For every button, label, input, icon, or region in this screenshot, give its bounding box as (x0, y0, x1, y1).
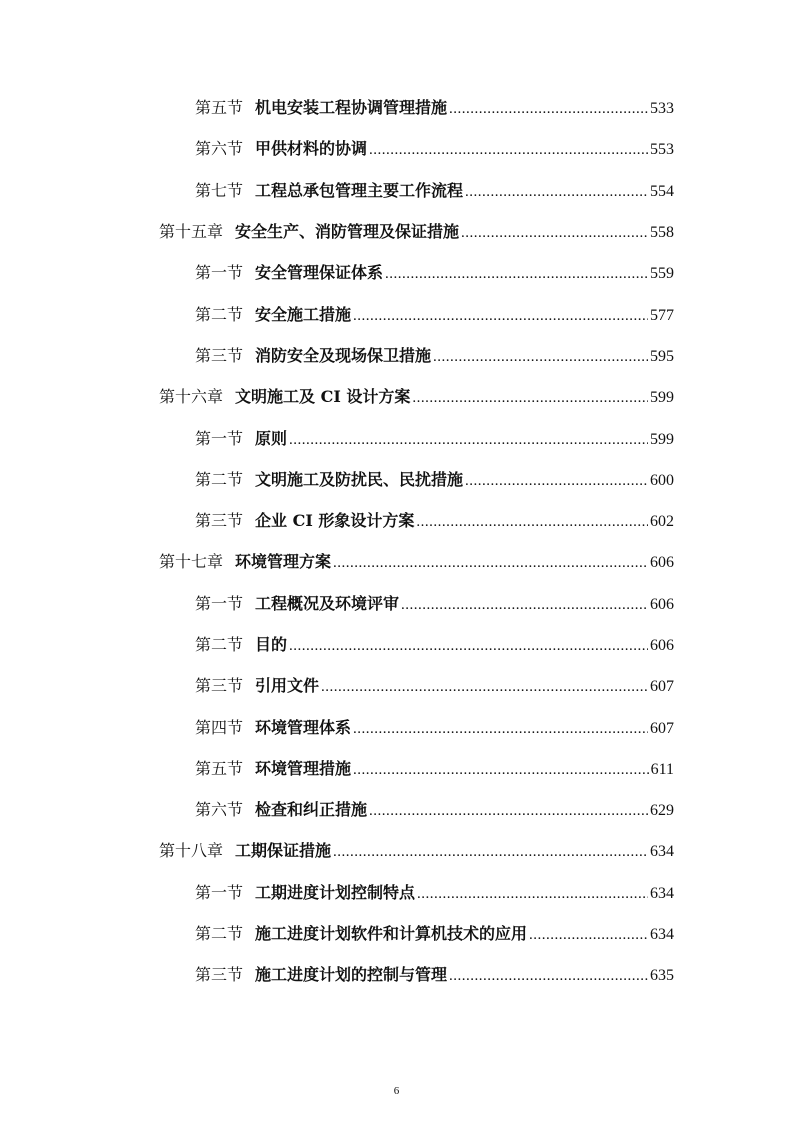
toc-dot-leader (449, 966, 648, 986)
toc-entry-line (195, 429, 793, 450)
toc-dot-leader (353, 719, 648, 739)
toc-section-entry[interactable] (0, 707, 793, 748)
toc-entry-page: 607 (650, 719, 674, 737)
toc-section-entry[interactable] (0, 129, 793, 170)
toc-entry-title: 工期保证措施 (235, 841, 332, 861)
toc-entry-page: 635 (650, 967, 674, 985)
toc-section-entry[interactable] (0, 253, 793, 294)
toc-entry-line (195, 883, 793, 904)
toc-entry-number: 第二节 (195, 469, 244, 489)
toc-entry-page: 554 (650, 182, 674, 200)
toc-entry-title: 施工进度计划的控制与管理 (255, 965, 448, 985)
toc-entry-line (195, 263, 793, 284)
toc-dot-leader (401, 595, 648, 615)
toc-entry-line (159, 552, 793, 573)
table-of-contents (0, 88, 793, 997)
toc-entry-number: 第一节 (195, 882, 244, 902)
toc-dot-leader (465, 471, 648, 491)
toc-entry-title: 安全施工措施 (255, 304, 352, 324)
toc-section-entry[interactable] (0, 460, 793, 501)
toc-dot-leader (385, 264, 648, 284)
toc-entry-number: 第一节 (195, 428, 244, 448)
toc-entry-title: 环境管理方案 (235, 552, 332, 572)
toc-entry-page: 606 (650, 595, 674, 613)
toc-dot-leader (449, 99, 648, 119)
toc-entry-title: 引用文件 (255, 676, 320, 696)
toc-entry-page: 595 (650, 347, 674, 365)
page-number: 6 (393, 1085, 400, 1097)
toc-entry-page: 611 (650, 760, 674, 778)
toc-section-entry[interactable] (0, 418, 793, 459)
toc-entry-line (195, 635, 793, 656)
toc-section-entry[interactable] (0, 625, 793, 666)
toc-entry-number: 第三节 (195, 511, 244, 531)
toc-entry-title: 文明施工及防扰民、民扰措施 (255, 469, 464, 489)
toc-entry-title: 甲供材料的协调 (255, 139, 368, 159)
toc-entry-title: 文明施工及 CI 设计方案 (235, 387, 411, 407)
toc-entry-page: 599 (650, 430, 674, 448)
toc-dot-leader (333, 553, 648, 573)
toc-entry-line (195, 470, 793, 491)
toc-dot-leader (369, 140, 648, 160)
toc-entry-number: 第一节 (195, 593, 244, 613)
toc-dot-leader (289, 636, 648, 656)
toc-entry-title: 目的 (255, 635, 288, 654)
toc-entry-number: 第二节 (195, 924, 244, 944)
toc-entry-page: 606 (650, 554, 674, 572)
toc-section-entry[interactable] (0, 749, 793, 790)
toc-section-entry[interactable] (0, 873, 793, 914)
toc-entry-page: 634 (650, 843, 674, 861)
toc-entry-title: 检查和纠正措施 (255, 800, 368, 820)
toc-entry-line (195, 346, 793, 367)
toc-entry-line (195, 800, 793, 821)
toc-entry-page: 634 (650, 926, 674, 944)
toc-entry-number: 第十六章 (159, 387, 224, 407)
toc-entry-title: 工期进度计划控制特点 (255, 882, 416, 902)
toc-chapter-entry[interactable] (0, 542, 793, 583)
toc-dot-leader (465, 182, 648, 202)
toc-chapter-entry[interactable] (0, 831, 793, 872)
toc-entry-line (159, 841, 793, 862)
toc-entry-number: 第二节 (195, 635, 244, 654)
toc-entry-page: 599 (650, 389, 674, 407)
toc-chapter-entry[interactable] (0, 377, 793, 418)
toc-entry-title: 施工进度计划软件和计算机技术的应用 (255, 924, 528, 944)
toc-entry-title: 安全管理保证体系 (255, 263, 384, 283)
toc-entry-line (195, 924, 793, 945)
toc-entry-page: 606 (650, 637, 674, 654)
toc-entry-number: 第五节 (195, 98, 244, 118)
toc-dot-leader (417, 884, 648, 904)
toc-entry-line (159, 387, 793, 408)
toc-entry-title: 企业 CI 形象设计方案 (255, 511, 415, 531)
toc-dot-leader (321, 677, 648, 697)
toc-entry-page: 533 (650, 100, 674, 118)
toc-entry-number: 第四节 (195, 717, 244, 737)
toc-section-entry[interactable] (0, 294, 793, 335)
toc-dot-leader (433, 347, 648, 367)
toc-section-entry[interactable] (0, 584, 793, 625)
toc-section-entry[interactable] (0, 790, 793, 831)
toc-entry-number: 第十五章 (159, 222, 224, 242)
toc-dot-leader (333, 842, 648, 862)
toc-section-entry[interactable] (0, 666, 793, 707)
toc-entry-title: 工程概况及环境评审 (255, 593, 400, 613)
toc-entry-page: 559 (650, 265, 674, 283)
toc-entry-number: 第六节 (195, 139, 244, 159)
toc-entry-number: 第三节 (195, 965, 244, 985)
toc-entry-title: 安全生产、消防管理及保证措施 (235, 222, 460, 242)
toc-entry-line (195, 181, 793, 202)
toc-dot-leader (461, 223, 648, 243)
toc-dot-leader (412, 388, 648, 408)
toc-entry-page: 558 (650, 224, 674, 242)
toc-section-entry[interactable] (0, 914, 793, 955)
toc-entry-title: 环境管理体系 (255, 717, 352, 737)
toc-entry-page: 577 (650, 306, 674, 324)
toc-entry-line (195, 676, 793, 697)
toc-dot-leader (353, 306, 648, 326)
toc-entry-title: 工程总承包管理主要工作流程 (255, 180, 464, 200)
toc-entry-line (159, 222, 793, 243)
toc-entry-number: 第五节 (195, 758, 244, 778)
toc-entry-line (195, 718, 793, 739)
toc-entry-title: 环境管理措施 (255, 758, 352, 778)
toc-entry-number: 第三节 (195, 676, 244, 696)
toc-entry-line (195, 139, 793, 160)
toc-dot-leader (289, 430, 648, 450)
toc-entry-line (195, 965, 793, 986)
toc-entry-page: 600 (650, 471, 674, 489)
toc-entry-number: 第七节 (195, 180, 244, 200)
toc-entry-number: 第二节 (195, 304, 244, 324)
toc-entry-line (195, 305, 793, 326)
toc-entry-number: 第六节 (195, 800, 244, 820)
toc-section-entry[interactable] (0, 336, 793, 377)
toc-section-entry[interactable] (0, 955, 793, 996)
toc-entry-line (195, 98, 793, 119)
toc-section-entry[interactable] (0, 171, 793, 212)
toc-dot-leader (353, 760, 649, 780)
toc-entry-page: 607 (650, 678, 674, 696)
toc-entry-title: 原则 (255, 428, 288, 448)
toc-entry-page: 634 (650, 884, 674, 902)
toc-entry-number: 第一节 (195, 263, 244, 283)
toc-entry-page: 629 (650, 802, 674, 820)
toc-entry-title: 消防安全及现场保卫措施 (255, 345, 432, 365)
toc-entry-number: 第三节 (195, 345, 244, 365)
toc-entry-page: 602 (650, 513, 674, 531)
toc-section-entry[interactable] (0, 88, 793, 129)
toc-dot-leader (369, 801, 648, 821)
toc-section-entry[interactable] (0, 501, 793, 542)
toc-entry-line (195, 759, 793, 780)
toc-entry-line (195, 511, 793, 532)
toc-entry-number: 第十八章 (159, 841, 224, 861)
toc-chapter-entry[interactable] (0, 212, 793, 253)
toc-entry-line (195, 594, 793, 615)
toc-dot-leader (416, 512, 648, 532)
toc-entry-number: 第十七章 (159, 552, 224, 572)
toc-entry-page: 553 (650, 141, 674, 159)
toc-entry-title: 机电安装工程协调管理措施 (255, 98, 448, 118)
toc-dot-leader (529, 925, 648, 945)
